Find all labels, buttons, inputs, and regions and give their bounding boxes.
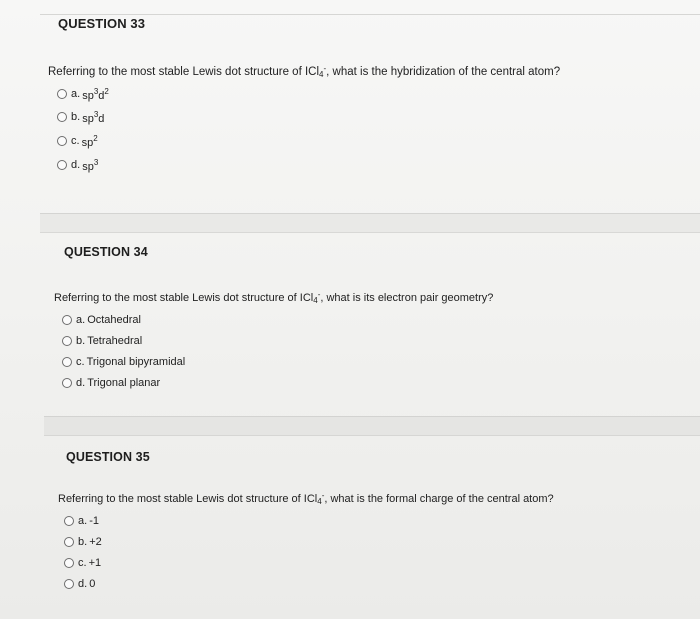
option-value bbox=[82, 110, 104, 125]
option-mid: d bbox=[98, 89, 105, 102]
question-35-title: QUESTION 35 bbox=[66, 450, 150, 464]
radio-button[interactable] bbox=[62, 336, 72, 346]
option-34-c[interactable] bbox=[62, 351, 185, 372]
option-34-a[interactable] bbox=[62, 309, 185, 330]
option-mid: d bbox=[98, 112, 105, 125]
question-35-text bbox=[58, 491, 554, 506]
option-33-d[interactable] bbox=[57, 153, 109, 177]
option-value: +1 bbox=[88, 556, 102, 569]
option-35-a[interactable] bbox=[64, 510, 102, 531]
question-text-sub: 4 bbox=[317, 497, 322, 506]
option-34-b[interactable] bbox=[62, 330, 185, 351]
option-sup: 3 bbox=[93, 109, 99, 119]
option-value bbox=[82, 134, 98, 149]
radio-button[interactable] bbox=[62, 357, 72, 367]
top-divider bbox=[40, 14, 700, 15]
question-text-before: Referring to the most stable Lewis dot structure of ICl bbox=[58, 493, 318, 505]
separator-band bbox=[40, 213, 700, 233]
option-sup: 3 bbox=[93, 157, 99, 167]
option-base: sp bbox=[81, 136, 94, 149]
option-letter: b. bbox=[71, 111, 81, 123]
question-text-sub: 4 bbox=[319, 70, 324, 79]
radio-button[interactable] bbox=[62, 378, 72, 388]
option-sup: 2 bbox=[93, 133, 98, 143]
option-letter: c. bbox=[71, 135, 80, 147]
radio-button[interactable] bbox=[57, 160, 67, 170]
option-value: +2 bbox=[89, 535, 102, 548]
question-34-title: QUESTION 34 bbox=[64, 245, 148, 259]
option-value: -1 bbox=[89, 514, 99, 527]
question-33-text bbox=[48, 64, 560, 79]
option-letter: b. bbox=[76, 334, 86, 347]
option-letter: d. bbox=[71, 159, 81, 171]
separator-line bbox=[44, 435, 700, 436]
option-letter: d. bbox=[76, 376, 86, 389]
option-value: Trigonal planar bbox=[87, 376, 161, 389]
question-text-sup: - bbox=[321, 491, 325, 500]
option-34-d[interactable] bbox=[62, 372, 185, 393]
option-35-c[interactable] bbox=[64, 552, 102, 573]
option-value bbox=[82, 87, 109, 102]
option-sup: 2 bbox=[104, 86, 109, 96]
option-letter: c. bbox=[76, 355, 85, 368]
option-sup: 3 bbox=[93, 86, 99, 96]
option-letter: a. bbox=[71, 88, 81, 100]
question-33-options bbox=[57, 83, 109, 177]
radio-button[interactable] bbox=[64, 558, 74, 568]
option-35-d[interactable] bbox=[64, 573, 102, 594]
question-text-sup: - bbox=[317, 290, 321, 299]
question-text-before: Referring to the most stable Lewis dot structure of ICl bbox=[54, 292, 314, 304]
option-value: 0 bbox=[89, 577, 96, 590]
radio-button[interactable] bbox=[57, 112, 67, 122]
option-base: sp bbox=[82, 89, 94, 102]
option-letter: c. bbox=[78, 556, 87, 569]
option-base: sp bbox=[82, 112, 94, 125]
question-text-after: , what is the hybridization of the central atom? bbox=[326, 66, 561, 78]
option-value bbox=[82, 158, 98, 173]
radio-button[interactable] bbox=[62, 315, 72, 325]
radio-button[interactable] bbox=[64, 537, 74, 547]
option-letter: a. bbox=[78, 514, 88, 527]
question-text-after: , what is its electron pair geometry? bbox=[320, 292, 494, 304]
question-35-options bbox=[64, 510, 102, 594]
separator-line bbox=[40, 213, 700, 214]
separator-line bbox=[40, 232, 700, 233]
option-value: Trigonal bipyramidal bbox=[86, 355, 186, 368]
option-value: Tetrahedral bbox=[87, 334, 143, 347]
radio-button[interactable] bbox=[64, 516, 74, 526]
question-text-before: Referring to the most stable Lewis dot structure of ICl bbox=[48, 66, 320, 78]
option-33-c[interactable] bbox=[57, 129, 109, 153]
question-34-text bbox=[54, 290, 493, 305]
option-letter: a. bbox=[76, 313, 86, 326]
radio-button[interactable] bbox=[64, 579, 74, 589]
radio-button[interactable] bbox=[57, 136, 67, 146]
radio-button[interactable] bbox=[57, 89, 67, 99]
option-33-a[interactable] bbox=[57, 83, 109, 105]
question-text-sup: - bbox=[323, 64, 327, 73]
question-text-after: , what is the formal charge of the central atom? bbox=[324, 493, 554, 505]
option-35-b[interactable] bbox=[64, 531, 102, 552]
option-value: Octahedral bbox=[87, 313, 141, 326]
option-base: sp bbox=[82, 160, 94, 173]
separator-line bbox=[44, 416, 700, 417]
question-33-title: QUESTION 33 bbox=[58, 16, 146, 31]
option-letter: b. bbox=[78, 535, 88, 548]
question-34-options bbox=[62, 309, 185, 393]
question-text-sub: 4 bbox=[313, 296, 318, 305]
separator-band bbox=[44, 416, 700, 436]
option-33-b[interactable] bbox=[57, 105, 109, 129]
option-letter: d. bbox=[78, 577, 88, 590]
